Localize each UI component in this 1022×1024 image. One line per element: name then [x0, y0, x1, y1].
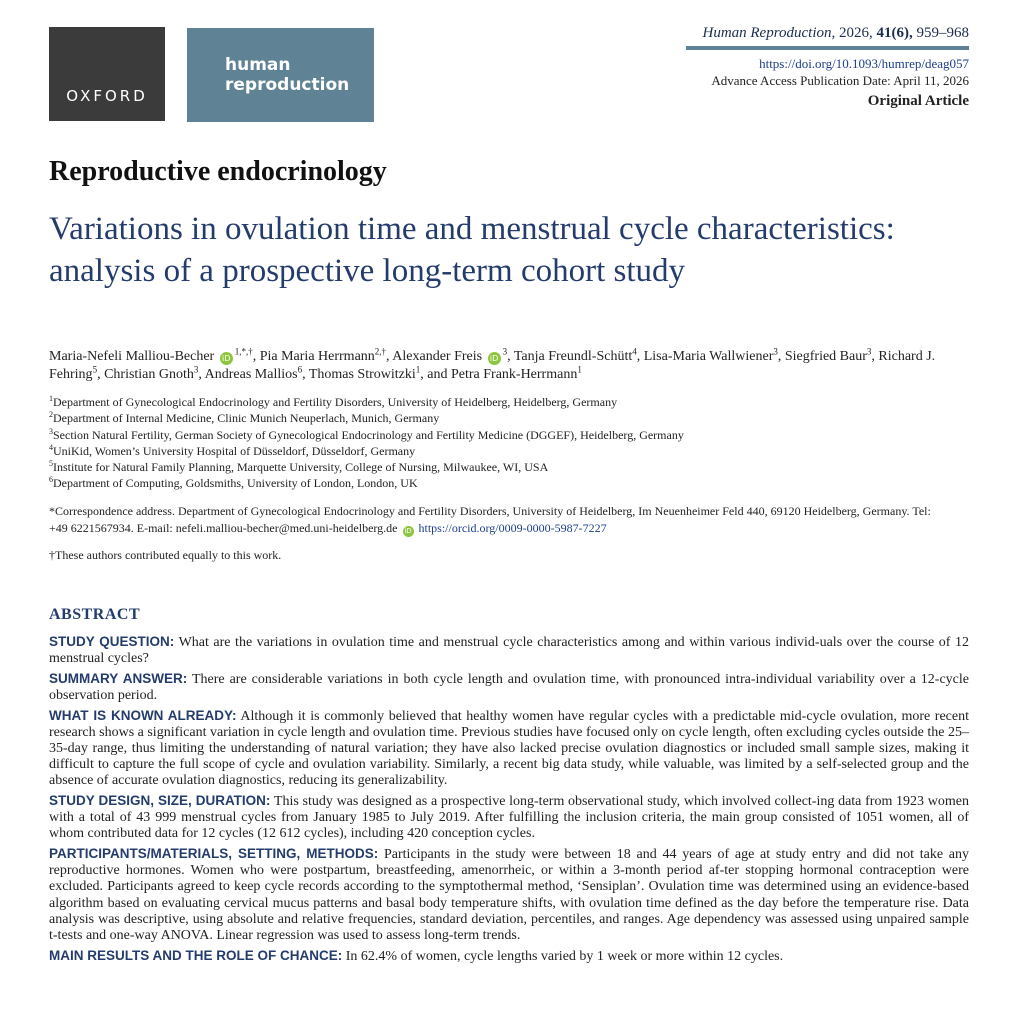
- author-separator: ,: [507, 349, 511, 364]
- abstract-section-label: STUDY DESIGN, SIZE, DURATION:: [49, 793, 271, 808]
- affiliation-number: 6: [49, 475, 53, 485]
- journal-logo-line2: reproduction: [225, 75, 350, 95]
- correspondence-text: *Correspondence address. Department of Gynecological Endocrinology and Fertility Disorders, University of Heidelberg, Im Neuenheimer Feld 440, 69120 Heidelberg, Germany. Tel: +49 6221567934. E-mail: nefeli.malliou-becher@med.uni-heidelberg.de: [49, 504, 931, 535]
- author[interactable]: [204, 364, 303, 382]
- abstract-heading: ABSTRACT: [49, 606, 141, 623]
- author-affiliation-marker: 5: [92, 364, 98, 375]
- abstract-section-text: There are considerable variations in both cycle length and ovulation time, with pronounced intra-individual variability over a 12-cycle observation period.: [49, 671, 970, 703]
- author-name: Petra Frank-Herrmann: [450, 367, 578, 382]
- abstract-section: [49, 793, 969, 843]
- author[interactable]: [104, 364, 199, 382]
- author-separator: ,: [871, 349, 875, 364]
- author-affiliation-marker: 1: [577, 364, 582, 375]
- article-meta: [686, 24, 969, 111]
- abstract-section-text: Although it is commonly believed that healthy women have regular cycles with a predictable mid-cycle ovulation, more recent research shows a significant variation in cycle length and ovulation time. Previous studies have focused only on cycle length, often excluding cycles outside the 25–35-day range, thus limiting the understanding of natural variation; they have also lacked precise ovulation diagnostics or included small sample sizes, making it difficult to capture the full scope of cycle and ovulation variability. Similarly, a recent big data study, while valuable, was limited by a self-selected group and the absence of accurate ovulation diagnostics, reducing its generalizability.: [49, 708, 970, 789]
- author[interactable]: [49, 346, 253, 364]
- author[interactable]: [784, 346, 872, 364]
- affiliation-number: 2: [49, 410, 53, 420]
- oxford-logo-text: OXFORD: [66, 87, 148, 105]
- author[interactable]: [308, 364, 421, 382]
- author-affiliation-marker: 3: [866, 346, 872, 357]
- orcid-icon: iD: [404, 527, 412, 535]
- journal-logo: [187, 28, 374, 122]
- author[interactable]: [450, 364, 582, 382]
- author-name: Thomas Strowitzki: [308, 367, 416, 382]
- author-affiliation-marker: 3: [773, 346, 778, 357]
- affiliation-text: Institute for Natural Family Planning, Marquette University, College of Nursing, Milwaukee, WI, USA: [53, 460, 549, 475]
- affiliation-text: Department of Computing, Goldsmiths, University of London, London, UK: [53, 476, 418, 491]
- affiliation-text: Section Natural Fertility, German Society of Gynecological Endocrinology and Fertility Medicine (DGGEF), Heidelberg, Germany: [53, 427, 684, 442]
- affiliation-item: [49, 427, 979, 443]
- author-separator: , and: [420, 367, 448, 382]
- author-name: Andreas Mallios: [204, 367, 298, 382]
- orcid-link[interactable]: https://orcid.org/0009-0000-5987-7227: [418, 521, 607, 535]
- abstract-section-label: STUDY QUESTION:: [49, 634, 175, 649]
- abstract-section-text: This study was designed as a prospective long-term observational study, which involved collect-ing data from 1923 women with a total of 43 999 menstrual cycles from January 1985 to July 2019. After fulfilling the inclusion criteria, the main group consisted of 1051 women, all of whom contributed data for 12 cycles (12 612 cycles), including 420 conception cycles.: [49, 794, 969, 842]
- author-name: Siegfried Baur: [784, 349, 867, 364]
- article-title: Variations in ovulation time and menstrual cycle characteristics: analysis of a prospective long-term cohort study: [49, 211, 895, 289]
- author-separator: ,: [97, 367, 101, 382]
- author-separator: ,: [198, 367, 202, 382]
- abstract-section-label: MAIN RESULTS AND THE ROLE OF CHANCE:: [49, 947, 343, 963]
- section-heading: Reproductive endocrinology: [49, 156, 387, 187]
- author[interactable]: [392, 346, 508, 364]
- affiliation-text: Department of Internal Medicine, Clinic Munich Neuperlach, Munich, Germany: [53, 411, 440, 426]
- affiliation-number: 3: [49, 426, 53, 436]
- affiliation-list: [49, 394, 979, 492]
- abstract-section-text: In 62.4% of women, cycle lengths varied by 1 week or more within 12 cycles.: [345, 948, 784, 964]
- author-affiliation-marker: 3: [502, 346, 508, 357]
- abstract-section: [49, 671, 969, 704]
- affiliation-number: 5: [49, 459, 53, 469]
- author-name: Maria-Nefeli Malliou-Becher: [49, 349, 215, 364]
- author-separator: ,: [386, 349, 390, 364]
- affiliation-item: [49, 475, 979, 491]
- author-name: Tanja Freundl-Schütt: [513, 349, 633, 364]
- oxford-logo: [49, 27, 165, 121]
- abstract-section-text: What are the variations in ovulation time and menstrual cycle characteristics among and within various individ-uals over the course of 12 menstrual cycles?: [49, 635, 969, 667]
- meta-divider: [686, 46, 969, 50]
- author-separator: ,: [777, 349, 782, 364]
- citation-line: Human Reproduction, 2026, 41(6), 959–968: [702, 25, 969, 41]
- abstract-section-text: Participants in the study were between 18 and 44 years of age at study entry and did not take any reproductive hormones. Women who were postpartum, breastfeeding, amenorrheic, or within a 3-month period af-ter stopping hormonal contraception were excluded. Participants agreed to keep cycle records according to the symptothermal method, ‘Sensiplan’. Ovulation time was determined using an evidence-based algorithm based on evaluating cervical mucus patterns and basal body temperature shifts, with ovulation time defined as the day before the temperature rise. Data analysis was descriptive, using absolute and relative frequencies, standard deviation, percentiles, and ranges. Age dependency was assessed using unpaired sample t-tests and one-way ANOVA. Linear regression was used to assess long-term trends.: [49, 847, 970, 944]
- abstract-section: [49, 948, 969, 965]
- journal-year: 2026,: [839, 25, 873, 41]
- author-separator: ,: [636, 349, 641, 364]
- author-affiliation-marker: 1,*,†: [234, 346, 253, 357]
- abstract-body: [49, 634, 969, 968]
- author-affiliation-marker: 4: [632, 346, 637, 357]
- journal-name: Human Reproduction: [702, 25, 832, 41]
- abstract-section-label: SUMMARY ANSWER:: [49, 670, 188, 686]
- abstract-section-label: WHAT IS KNOWN ALREADY:: [49, 707, 237, 723]
- journal-logo-line1: human: [225, 55, 291, 75]
- author-name: Pia Maria Herrmann: [259, 349, 375, 364]
- publication-date: Advance Access Publication Date: April 11, 2026: [711, 73, 969, 88]
- author-name: Christian Gnoth: [104, 367, 194, 382]
- author-list: [49, 348, 979, 384]
- abstract-section-label: PARTICIPANTS/MATERIALS, SETTING, METHODS:: [49, 846, 379, 861]
- author-affiliation-marker: 2,†: [374, 346, 387, 357]
- author-affiliation-marker: 1: [415, 364, 421, 375]
- doi-link[interactable]: https://doi.org/10.1093/humrep/deag057: [759, 56, 969, 71]
- affiliation-text: Department of Gynecological Endocrinology and Fertility Disorders, University of Heidelberg, Heidelberg, Germany: [53, 395, 618, 409]
- abstract-section: [49, 634, 969, 667]
- abstract-section: [49, 708, 969, 790]
- author-name: Lisa-Maria Wallwiener: [643, 349, 774, 364]
- correspondence: [49, 503, 949, 537]
- author-name: Richard J. Fehring: [49, 349, 936, 382]
- journal-pages: 959–968: [916, 25, 969, 41]
- affiliation-number: 4: [49, 442, 53, 452]
- orcid-icon[interactable]: iD: [220, 352, 233, 365]
- affiliation-text: UniKid, Women’s University Hospital of Düsseldorf, Düsseldorf, Germany: [53, 443, 416, 458]
- affiliation-item: [49, 443, 979, 459]
- equal-contribution-note: †These authors contributed equally to this work.: [49, 548, 282, 562]
- author[interactable]: [259, 346, 387, 364]
- orcid-icon[interactable]: iD: [488, 352, 501, 365]
- affiliation-item: [49, 459, 979, 475]
- abstract-section: [49, 846, 969, 944]
- author-affiliation-marker: 6: [297, 364, 303, 375]
- author[interactable]: [513, 346, 637, 364]
- affiliation-item: [49, 410, 979, 426]
- author-name: Alexander Freis: [392, 349, 483, 364]
- article-type: Original Article: [867, 93, 969, 109]
- journal-volume: 41(6),: [876, 25, 913, 41]
- author-separator: ,: [302, 367, 306, 382]
- affiliation-item: [49, 394, 979, 410]
- author[interactable]: [643, 346, 778, 364]
- author-affiliation-marker: 3: [193, 364, 199, 375]
- affiliation-number: 1: [49, 394, 53, 403]
- author-separator: ,: [252, 349, 257, 364]
